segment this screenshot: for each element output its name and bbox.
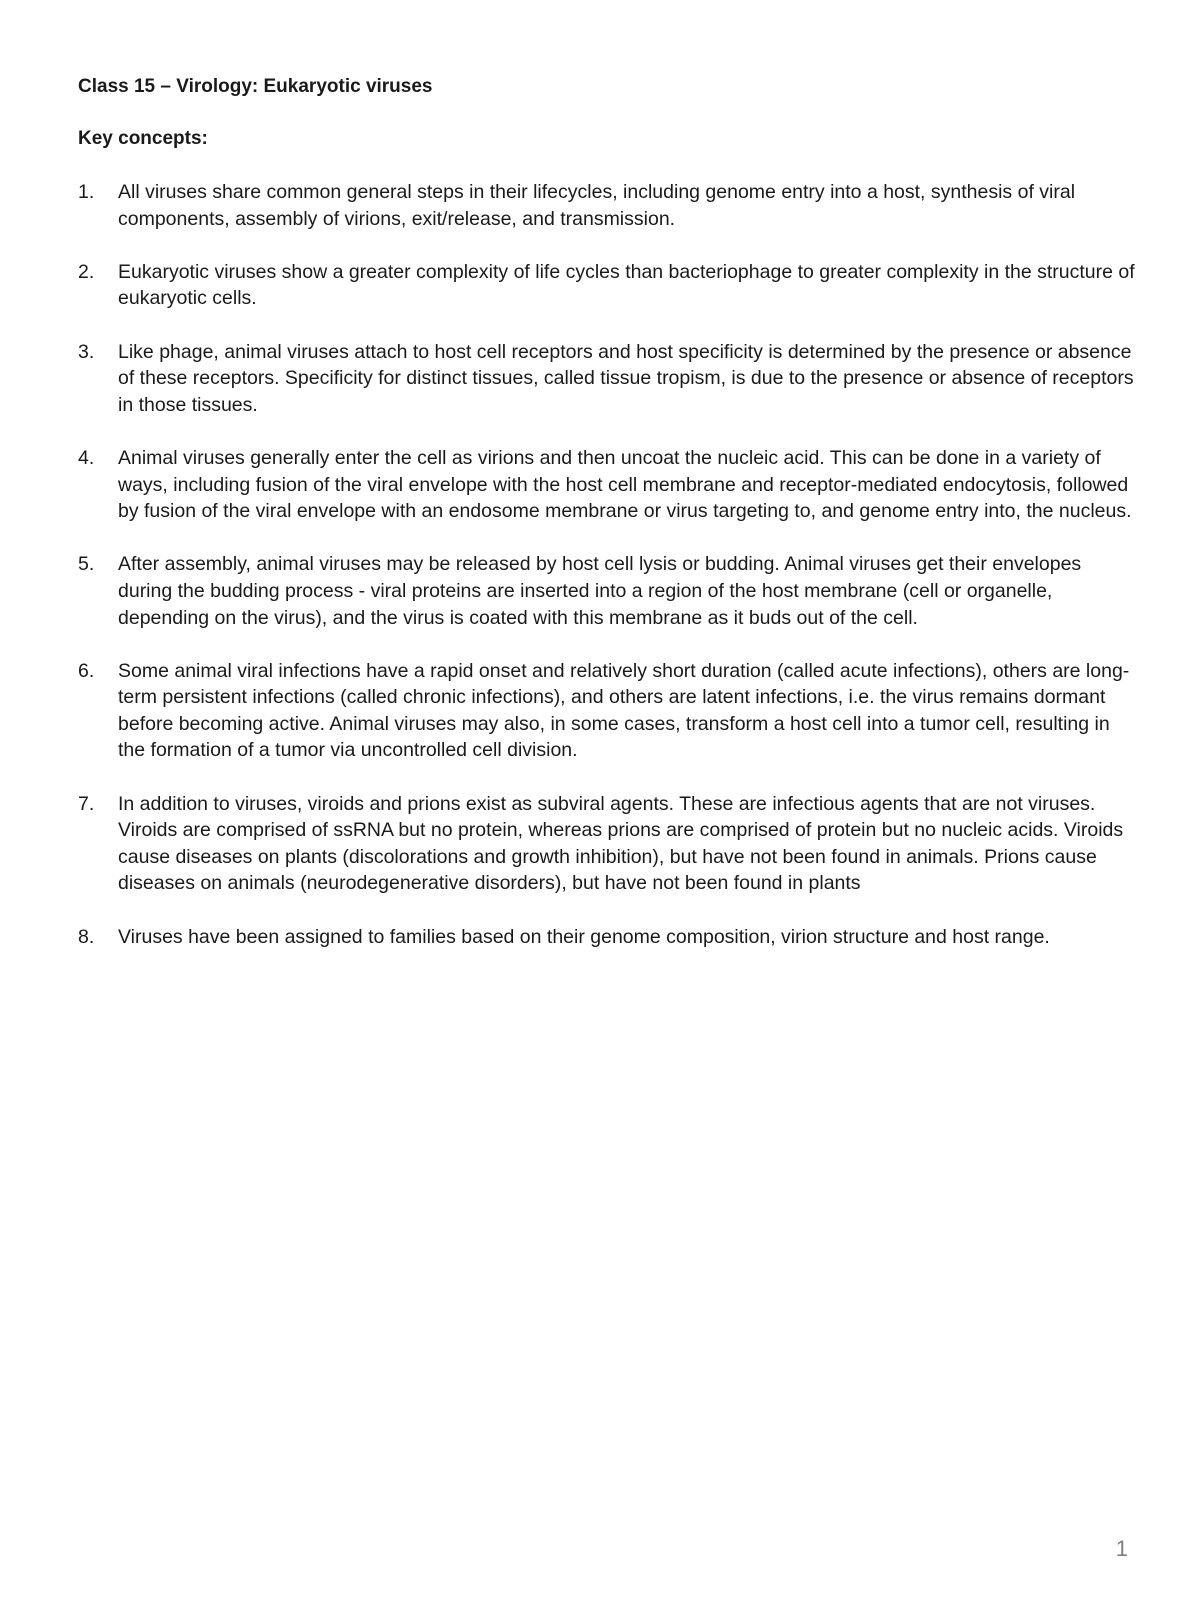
list-item-number: 1. (78, 181, 95, 203)
list-item-text: In addition to viruses, viroids and prions exist as subviral agents. These are infectious agents that are not viruses. Viroids are comprised of ssRNA but no protein, whereas prions are comprised of protein but no nucleic acids. Viroids cause diseases on plants (discolorations and growth inhibition), but have not been found in animals. Prions cause diseases on animals (neurodegenerative disorders), but have not been found in plants (118, 792, 1124, 895)
key-concepts-heading: Key concepts: (78, 128, 208, 149)
page-number: 1 (1115, 1536, 1128, 1561)
list-item-number: 6. (78, 659, 95, 682)
list-item-number: 2. (78, 260, 95, 283)
document-title: Class 15 – Virology: Eukaryotic viruses (78, 76, 433, 97)
list-item (78, 445, 1138, 525)
list-item-number: 8. (78, 925, 95, 948)
list-item-text: Eukaryotic viruses show a greater complexity of life cycles than bacteriophage to greater complexity in the structure of eukaryotic cells. (118, 260, 1135, 310)
list-item-text: Viruses have been assigned to families based on their genome composition, virion structure and host range. (118, 925, 1050, 948)
list-item-number: 7. (78, 792, 95, 815)
list-item-text: All viruses share common general steps in their lifecycles, including genome entry into a host, synthesis of viral components, assembly of virions, exit/release, and transmission. (118, 181, 1076, 230)
list-item (78, 924, 1138, 951)
key-concepts-list (78, 179, 1138, 950)
list-item (78, 658, 1138, 764)
list-item (78, 179, 1138, 232)
list-item-number: 5. (78, 553, 95, 576)
list-item (78, 259, 1138, 312)
list-item-number: 3. (78, 340, 95, 363)
list-item-number: 4. (78, 446, 95, 469)
list-item (78, 791, 1138, 897)
list-item (78, 551, 1138, 631)
list-item (78, 339, 1138, 419)
list-item-text: Some animal viral infections have a rapid onset and relatively short duration (called acute infections), others are long-term persistent infections (called chronic infections), and others are latent infections, i.e. the virus remains dormant before becoming active. Animal viruses may also, in some cases, transform a host cell into a tumor cell, resulting in the formation of a tumor via uncontrolled cell division. (118, 659, 1130, 762)
list-item-text: After assembly, animal viruses may be released by host cell lysis or budding. Animal viruses get their envelopes during the budding process - viral proteins are inserted into a region of the host membrane (cell or organelle, depending on the virus), and the virus is coated with this membrane as it buds out of the cell. (118, 553, 1082, 629)
list-item-text: Animal viruses generally enter the cell as virions and then uncoat the nucleic acid. This can be done in a variety of ways, including fusion of the viral envelope with the host cell membrane and receptor-mediated endocytosis, followed by fusion of the viral envelope with an endosome membrane or virus targeting to, and genome entry into, the nucleus. (118, 446, 1132, 523)
list-item-text: Like phage, animal viruses attach to host cell receptors and host specificity is determined by the presence or absence of these receptors. Specificity for distinct tissues, called tissue tropism, is due to the presence or absence of receptors in those tissues. (118, 340, 1134, 416)
document-page (78, 74, 1138, 977)
